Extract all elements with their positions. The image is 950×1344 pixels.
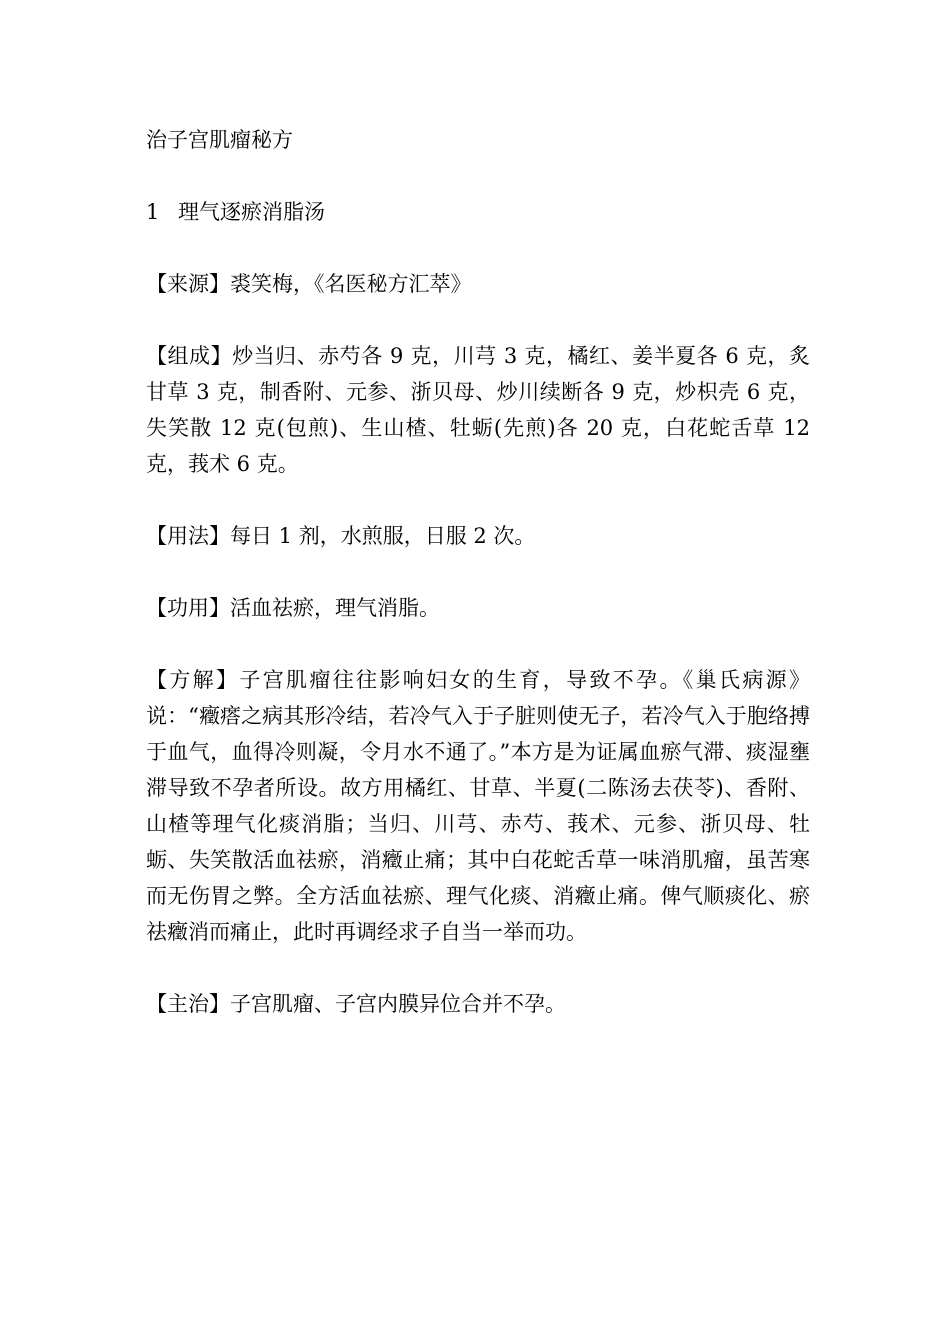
document-body bbox=[146, 122, 810, 1058]
document-title: 治子宫肌瘤秘方 bbox=[146, 128, 293, 152]
entry-composition bbox=[146, 338, 810, 482]
entry-label: 【方解】 bbox=[146, 668, 240, 692]
entry-label: 【主治】 bbox=[146, 992, 230, 1016]
entry-label: 【组成】 bbox=[146, 344, 233, 368]
section-number: 1 bbox=[146, 200, 160, 224]
entry-label: 【功用】 bbox=[146, 596, 230, 620]
section-heading bbox=[146, 194, 810, 230]
entry-text: 子宫肌瘤往往影响妇女的生育，导致不孕。《巢氏病源》说：“癥瘩之病其形冷结，若冷气入于子脏则使无子，若冷气入于胞络搏于血气，血得冷则凝，令月水不通了。”本方是为证属血瘀气滞、痰湿壅滞导致不孕者所设。故方用橘红、甘草、半夏(二陈汤去茯苓)、香附、山楂等理气化痰消脂；当归、川芎、赤芍、莪术、元参、浙贝母、牡蛎、失笑散活血祛瘀，消癥止痛；其中白花蛇舌草一味消肌瘤，虽苦寒而无伤胃之弊。全方活血祛瘀、理气化痰、消癥止痛。俾气顺痰化、瘀祛癥消而痛止，此时再调经求子自当一举而功。 bbox=[146, 668, 810, 944]
entry-label: 【用法】 bbox=[146, 524, 230, 548]
entry-label: 【来源】 bbox=[146, 272, 230, 296]
entry-function bbox=[146, 590, 810, 626]
entry-explanation bbox=[146, 662, 810, 950]
entry-text: 活血祛瘀，理气消脂。 bbox=[230, 596, 440, 620]
section-name: 理气逐瘀消脂汤 bbox=[178, 200, 325, 224]
entry-text: 子宫肌瘤、子宫内膜异位合并不孕。 bbox=[230, 992, 566, 1016]
entry-indication bbox=[146, 986, 810, 1022]
entry-source bbox=[146, 266, 810, 302]
entry-usage bbox=[146, 518, 810, 554]
entry-text: 每日 1 剂，水煎服，日服 2 次。 bbox=[230, 524, 536, 548]
entry-text: 裘笑梅，《名医秘方汇萃》 bbox=[230, 272, 472, 296]
entry-text: 炒当归、赤芍各 9 克，川芎 3 克，橘红、姜半夏各 6 克，炙甘草 3 克，制香附、元参、浙贝母、炒川续断各 9 克，炒枳壳 6 克，失笑散 12 克(包煎)、生山楂、牡蛎(先煎)各 20 克，白花蛇舌草 12 克，莪术 6 克。 bbox=[146, 344, 810, 476]
